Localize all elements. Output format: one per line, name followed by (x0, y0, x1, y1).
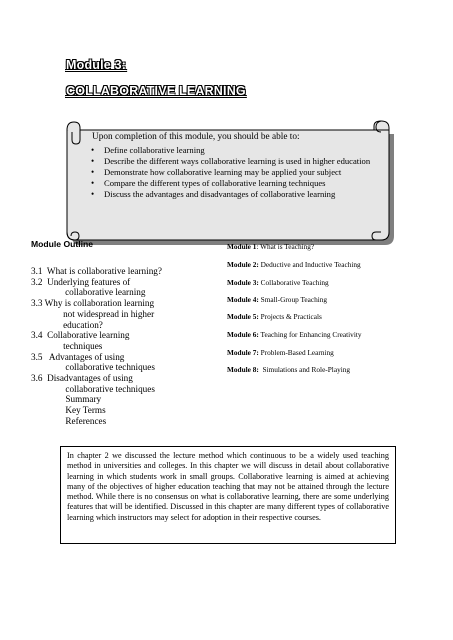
module-title: Module 3: (66, 58, 127, 72)
outline-line: 3.1 What is collaborative learning? (31, 266, 162, 276)
outline-line: Key Terms (47, 405, 106, 416)
module-list-item: Module 1: What is Teaching? (227, 242, 315, 251)
bullet-icon: • (91, 167, 95, 177)
outline-line: not widespread in higher (47, 308, 155, 319)
bullet-icon: • (91, 178, 95, 188)
module-outline-heading: Module Outline (31, 239, 94, 249)
outline-line: collaborative techniques (47, 362, 155, 373)
objective-item: • Define collaborative learning (91, 145, 205, 155)
outline-line: 3.6 Disadvantages of using (31, 373, 133, 384)
outline-line: collaborative learning (49, 287, 146, 298)
objective-item: • Compare the different types of collaborative learning techniques (91, 178, 326, 188)
outline-line: education? (47, 319, 103, 330)
outline-line: 3.3 Why is collaboration learning (31, 298, 155, 309)
module-list-item: Module 7: Problem-Based Learning (227, 348, 334, 357)
module-subtitle: COLLABORATIVE LEARNING (66, 84, 246, 98)
outline-line: techniques (47, 340, 103, 351)
module-list-item: Module 4: Small-Group Teaching (227, 295, 328, 304)
outline-line: Summary (47, 394, 102, 405)
module-outline-list (31, 266, 206, 427)
module-list-item: Module 6: Teaching for Enhancing Creativity (227, 330, 362, 339)
module-list-item: Module 8: Simulations and Role-Playing (227, 365, 351, 374)
bullet-icon: • (91, 156, 95, 166)
objective-item: • Discuss the advantages and disadvantages of collaborative learning (91, 189, 336, 199)
objectives-scroll (60, 118, 400, 248)
outline-line: 3.4 Collaborative learning (31, 330, 130, 341)
objectives-intro: Upon completion of this module, you should be able to: (92, 132, 300, 142)
outline-line: collaborative techniques (47, 383, 155, 394)
objective-item: • Demonstrate how collaborative learning may be applied your subject (91, 167, 342, 177)
outline-line: 3.2 Underlying features of (31, 276, 131, 287)
chapter-introduction-text: In chapter 2 we discussed the lecture method which continuous to be a widely used teaching method in universities and colleges. In this chapter we will discuss in detail about collaborative learning in which students work in small groups. Collaborative learning is aimed at achieving many of the objectives of higher education teaching that may not be attained through the lecture method. While there is no consensus on what is collaborative learning, there are some underlying features that will be identified. Discussed in this chapter are many different types of collaborative learning which instructors may select for adoption in their respective courses. (67, 451, 389, 522)
bullet-icon: • (91, 189, 95, 199)
chapter-introduction-box (60, 446, 396, 544)
bullet-icon: • (91, 145, 95, 155)
objectives-list (82, 145, 382, 200)
outline-line: 3.5 Advantages of using (31, 351, 125, 362)
module-list-item: Module 3: Collaborative Teaching (227, 278, 329, 287)
module-list-item: Module 5: Projects & Practicals (227, 312, 322, 321)
objectives-box (82, 132, 382, 200)
module-list-item: Module 2: Deductive and Inductive Teaching (227, 260, 361, 269)
outline-line: References (47, 415, 107, 426)
objective-item: • Describe the different ways collaborative learning is used in higher education (91, 156, 371, 166)
